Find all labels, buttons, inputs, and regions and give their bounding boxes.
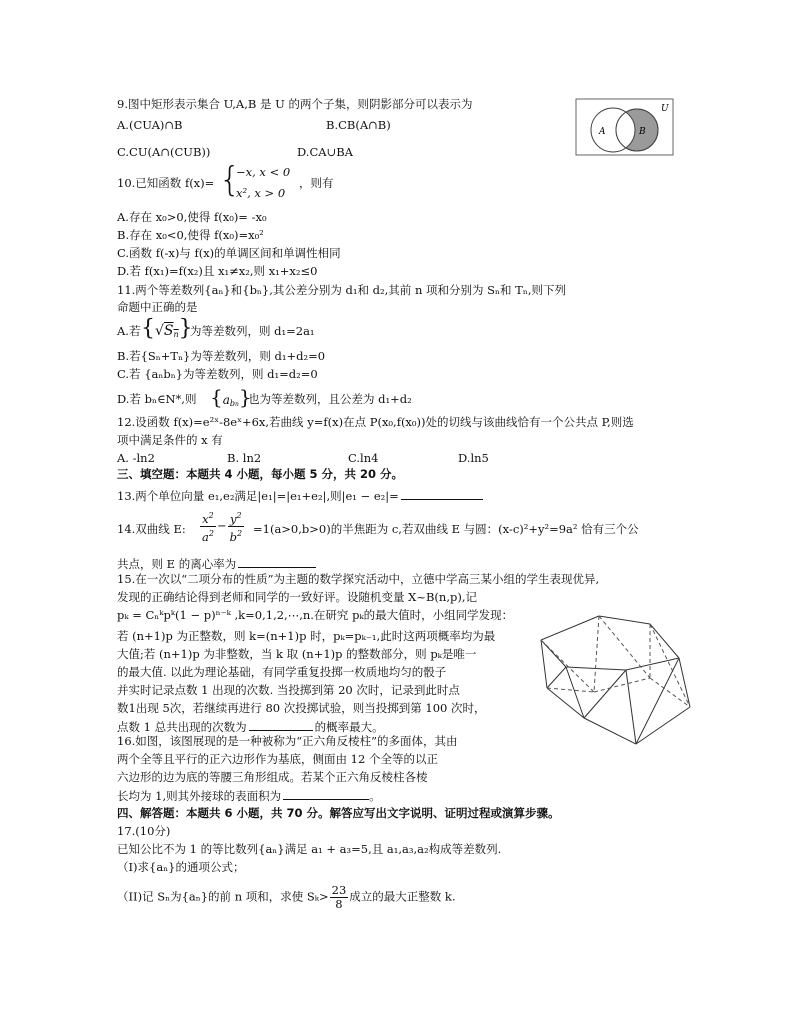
q9-stem: 9.图中矩形表示集合 U,A,B 是 U 的两个子集，则阴影部分可以表示为 — [117, 97, 473, 111]
q13 — [117, 488, 483, 503]
q10-option-d: D.若 f(x₁)=f(x₂)且 x₁≠x₂,则 x₁+x₂≤0 — [117, 264, 318, 278]
q13-answer-blank[interactable] — [401, 488, 483, 500]
q10-option-a: A.存在 x₀>0,使得 f(x₀)= -x₀ — [117, 210, 267, 224]
q14-line-2 — [117, 556, 316, 571]
q10-brace: { — [219, 160, 241, 200]
q17-heading: 17.(10分) — [117, 824, 171, 838]
q11-option-a-pre: A.若 — [117, 324, 141, 338]
q13-text: 13.两个单位向量 e₁,e₂满足|e₁|=|e₁+e₂|,则|e₁ − e₂|= — [117, 489, 399, 503]
q9-option-d: D.CA∪BA — [297, 145, 353, 159]
q16-line-3: 六边形的边为底的等腰三角形组成。若某个正六角反棱柱各棱 — [117, 770, 428, 784]
q17-fraction — [330, 884, 349, 911]
q15-line-2: 发现的正确结论得到老师和同学的一致好评。设随机变量 X~B(n,p),记 — [117, 590, 477, 604]
q11-option-d-post: 也为等差数列，且公差为 d₁+d₂ — [248, 392, 412, 406]
q17-fraction-numerator: 23 — [331, 883, 347, 897]
q11-stem-line-2: 命题中正确的是 — [117, 300, 198, 314]
q15-line-6: 的最大值. 以此为理论基础，有同学重复投掷一枚质地均匀的骰子 — [117, 665, 447, 679]
q12-stem-line-2: 项中满足条件的 x 有 — [117, 433, 223, 447]
q15-line-4: 若 (n+1)p 为正整数，则 k=(n+1)p 时，pₖ=pₖ₋₁,此时这两项概率均为最 — [117, 629, 496, 643]
q11-option-c: C.若 {aₙbₙ}为等差数列，则 d₁=d₂=0 — [117, 367, 318, 381]
q14-post: =1(a>0,b>0)的半焦距为 c,若双曲线 E 与圆：(x-c)²+y²=9a² 恰有三个公 — [253, 522, 639, 536]
q11-option-d-pre: D.若 bₙ∈N*,则 — [117, 392, 197, 406]
q16-line-4-text: 长均为 1,则其外接球的表面积为 — [117, 789, 282, 803]
q15-line-5: 大值;若 (n+1)p 为非整数，当 k 取 (n+1)p 的整数部分，则 pₖ是唯一 — [117, 647, 477, 661]
q10-case-1: −x, x < 0 — [236, 165, 291, 179]
q17-part-2-pre: （II)记 Sₙ为{aₙ}的前 n 项和，求使 Sₖ> — [117, 889, 329, 904]
q11-option-a-post: 为等差数列，则 d₁=2a₁ — [190, 324, 315, 338]
q14-line-2-text: 共点，则 E 的离心率为 — [117, 557, 237, 571]
q14-answer-blank[interactable] — [238, 556, 316, 568]
q16-line-4: 长均为 1,则其外接球的表面积为 。 — [117, 789, 381, 803]
q12-option-b: B. ln2 — [227, 451, 262, 465]
q12-option-c: C.ln4 — [348, 451, 379, 465]
q15-line-3: pₖ = Cₙᵏpᵏ(1 − p)ⁿ⁻ᵏ ,k=0,1,2,⋯,n.在研究 pₖ的最大值时，小组同学发现： — [117, 608, 514, 622]
q11-option-d-expr: $\{a_{bn}\}$ — [210, 385, 252, 409]
q17-line-1: 已知公比不为 1 的等比数列{aₙ}满足 a₁ + a₃=5,且 a₁,a₃,a₂构成等差数列. — [117, 842, 502, 856]
hexagonal-antiprism-figure — [538, 614, 696, 748]
venn-label-u: U — [661, 104, 669, 114]
q16-line-2: 两个全等且平行的正六边形作为基底，侧面由 12 个全等的以正 — [117, 752, 438, 766]
q12-option-a: A. -ln2 — [117, 451, 155, 465]
q16-answer-blank[interactable] — [283, 788, 369, 800]
q10-prefix: 10.已知函数 f(x)= — [117, 176, 215, 190]
q15-line-9-tail: 的概率最大。 — [314, 720, 384, 734]
q10-option-c: C.函数 f(-x)与 f(x)的单调区间和单调性相同 — [117, 246, 341, 260]
q10-suffix: ，则有 — [299, 176, 334, 190]
q9-option-b: B.CB(A∩B) — [326, 118, 391, 132]
q17-part-2 — [117, 884, 456, 911]
section-3-heading: 三、填空题：本题共 4 小题，每小题 5 分，共 20 分。 — [117, 467, 404, 481]
q11-option-a-expr: $\{√S_n\}$ — [141, 316, 193, 341]
q17-part-2-post: 成立的最大正整数 k. — [349, 889, 456, 904]
q14-pre: 14.双曲线 E: — [117, 522, 186, 536]
q15-line-1: 15.在一次以“二项分布的性质”为主题的数学探究活动中，立德中学高三某小组的学生表现优异, — [117, 572, 600, 586]
q9-option-a: A.(CUA)∩B — [117, 118, 183, 132]
venn-diagram — [575, 98, 674, 156]
venn-label-a: A — [599, 127, 606, 137]
q17-fraction-denominator: 8 — [335, 897, 343, 911]
q16-line-1: 16.如图，该图展现的是一种被称为“正六角反棱柱”的多面体，其由 — [117, 734, 458, 748]
section-4-heading: 四、解答题：本题共 6 小题，共 70 分。解答应写出文字说明、证明过程或演算步骤。 — [117, 806, 560, 820]
q17-part-1: （I)求{aₙ}的通项公式； — [117, 860, 245, 874]
q12-stem-line-1: 12.设函数 f(x)=e²ˣ-8eˣ+6x,若曲线 y=f(x)在点 P(x₀,f(x₀))处的切线与该曲线恰有一个公共点 P,则选 — [117, 415, 634, 429]
q15-answer-blank[interactable] — [249, 719, 313, 731]
venn-label-b: B — [639, 127, 646, 137]
q11-option-b: B.若{Sₙ+Tₙ}为等差数列，则 d₁+d₂=0 — [117, 349, 326, 363]
q10-case-2: x², x > 0 — [236, 186, 286, 200]
q14-equation: $\frac{x^2}{a^2}$ − $\frac{y^2}{b^2}$ — [202, 511, 243, 544]
q11-stem-line-1: 11.两个等差数列{aₙ}和{bₙ},其公差分别为 d₁和 d₂,其前 n 项和分别为 Sₙ和 Tₙ,则下列 — [117, 283, 566, 297]
q10-option-b: B.存在 x₀<0,使得 f(x₀)=x₀² — [117, 228, 264, 242]
q12-option-d: D.ln5 — [458, 451, 489, 465]
q15-line-9-text: 点数 1 总共出现的次数为 — [117, 720, 247, 734]
q9-option-c: C.CU(A∩(CUB)) — [117, 145, 211, 159]
q15-line-7: 并实时记录点数 1 出现的次数. 当投掷到第 20 次时，记录到此时点 — [117, 683, 460, 697]
q15-line-8: 数1出现 5次，若继续再进行 80 次投掷试验，则当投掷到第 100 次时， — [117, 701, 486, 715]
q15-line-9 — [117, 719, 384, 734]
